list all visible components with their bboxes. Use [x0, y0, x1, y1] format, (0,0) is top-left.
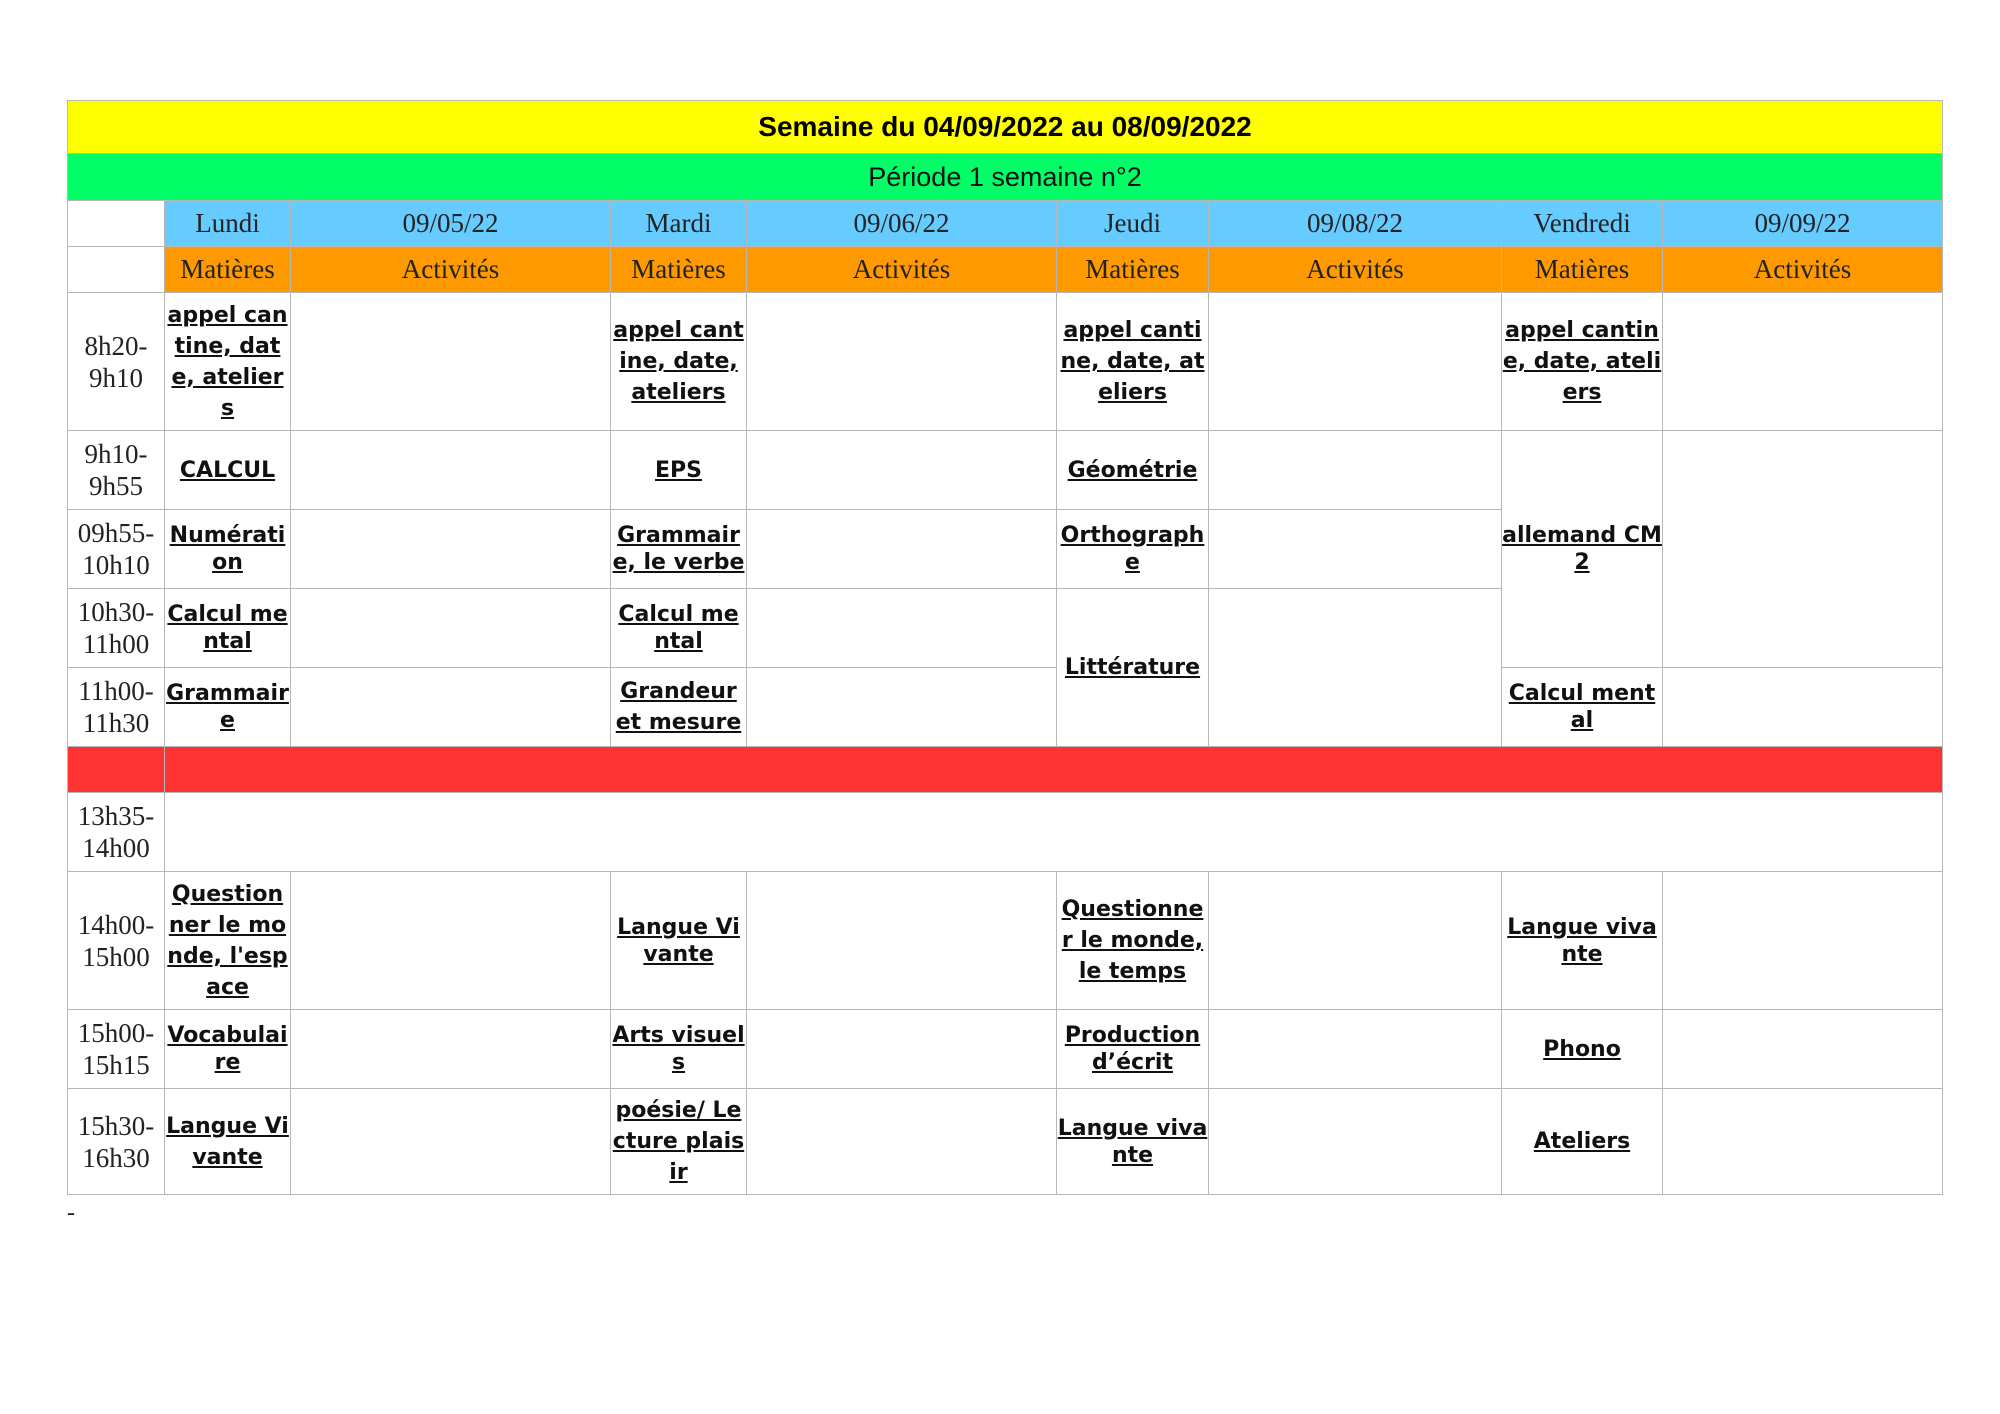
activity-cell	[1663, 872, 1943, 1010]
subject-cell: Géométrie	[1057, 431, 1209, 510]
timetable	[67, 100, 1943, 1195]
date-friday: 09/09/22	[1663, 201, 1943, 247]
subject-cell: Langue vivante	[1502, 872, 1663, 1010]
time-slot: 14h00-15h00	[68, 872, 165, 1010]
subject-cell: Questionner le monde, l'espace	[165, 872, 291, 1010]
activity-cell	[1209, 589, 1502, 747]
subject-cell: Questionner le monde, le temps	[1057, 872, 1209, 1010]
subject-cell: appel cantine, date, ateliers	[611, 293, 747, 431]
activity-cell	[747, 293, 1057, 431]
time-slot: 15h30-16h30	[68, 1089, 165, 1195]
activity-cell	[1209, 431, 1502, 510]
activity-cell	[1209, 510, 1502, 589]
activity-cell	[291, 1010, 611, 1089]
subject-cell: Grammaire	[165, 668, 291, 747]
activity-cell	[747, 510, 1057, 589]
time-slot: 8h20-9h10	[68, 293, 165, 431]
lunch-break-bar	[165, 747, 1943, 793]
activity-cell	[291, 668, 611, 747]
subjects-header-monday: Matières	[165, 247, 291, 293]
activity-cell	[747, 589, 1057, 668]
period-label: Période 1 semaine n°2	[68, 154, 1943, 201]
date-monday: 09/05/22	[291, 201, 611, 247]
date-tuesday: 09/06/22	[747, 201, 1057, 247]
subject-cell: appel cantine, date, ateliers	[1057, 293, 1209, 431]
subject-cell: Langue Vivante	[611, 872, 747, 1010]
date-thursday: 09/08/22	[1209, 201, 1502, 247]
subject-cell: Calcul mental	[611, 589, 747, 668]
corner-cell	[68, 201, 165, 247]
activities-header-friday: Activités	[1663, 247, 1943, 293]
subject-cell: Production d’écrit	[1057, 1010, 1209, 1089]
subject-cell: Orthographe	[1057, 510, 1209, 589]
subject-cell: Numération	[165, 510, 291, 589]
activity-cell	[747, 1089, 1057, 1195]
subject-cell: Arts visuels	[611, 1010, 747, 1089]
activity-cell	[747, 872, 1057, 1010]
corner-cell	[68, 247, 165, 293]
day-tuesday: Mardi	[611, 201, 747, 247]
activity-cell	[1209, 872, 1502, 1010]
day-thursday: Jeudi	[1057, 201, 1209, 247]
subject-cell: Phono	[1502, 1010, 1663, 1089]
activity-cell	[747, 668, 1057, 747]
subject-cell: EPS	[611, 431, 747, 510]
activity-cell	[291, 293, 611, 431]
time-slot: 9h10-9h55	[68, 431, 165, 510]
activity-cell	[1209, 1010, 1502, 1089]
day-monday: Lundi	[165, 201, 291, 247]
subject-cell: allemand CM2	[1502, 431, 1663, 668]
activity-cell	[291, 1089, 611, 1195]
subject-cell: Littérature	[1057, 589, 1209, 747]
subject-cell: Grammaire, le verbe	[611, 510, 747, 589]
subject-cell: CALCUL	[165, 431, 291, 510]
subject-cell: Langue Vivante	[165, 1089, 291, 1195]
activity-cell	[1663, 1010, 1943, 1089]
activity-cell	[291, 589, 611, 668]
lunch-break-time	[68, 747, 165, 793]
activities-header-thursday: Activités	[1209, 247, 1502, 293]
merged-empty-row	[165, 793, 1943, 872]
time-slot: 13h35-14h00	[68, 793, 165, 872]
time-slot: 15h00-15h15	[68, 1010, 165, 1089]
activities-header-monday: Activités	[291, 247, 611, 293]
footer-dash: -	[67, 1200, 75, 1226]
subject-cell: Langue vivante	[1057, 1089, 1209, 1195]
time-slot: 09h55-10h10	[68, 510, 165, 589]
time-slot: 10h30-11h00	[68, 589, 165, 668]
subject-cell: Vocabulaire	[165, 1010, 291, 1089]
activity-cell	[1663, 1089, 1943, 1195]
subject-cell: Calcul mental	[165, 589, 291, 668]
activity-cell	[291, 510, 611, 589]
activity-cell	[1663, 293, 1943, 431]
activity-cell	[747, 431, 1057, 510]
subject-cell: appel cantine, date, ateliers	[1502, 293, 1663, 431]
subject-cell: poésie/ Lecture plaisir	[611, 1089, 747, 1195]
subjects-header-friday: Matières	[1502, 247, 1663, 293]
activity-cell	[1209, 1089, 1502, 1195]
subject-cell: Ateliers	[1502, 1089, 1663, 1195]
activity-cell	[291, 872, 611, 1010]
subject-cell: Calcul mental	[1502, 668, 1663, 747]
subject-cell: Grandeur et mesure	[611, 668, 747, 747]
activity-cell	[747, 1010, 1057, 1089]
subjects-header-thursday: Matières	[1057, 247, 1209, 293]
subject-cell: appel cantine, date, ateliers	[165, 293, 291, 431]
week-title: Semaine du 04/09/2022 au 08/09/2022	[68, 101, 1943, 154]
time-slot: 11h00-11h30	[68, 668, 165, 747]
activity-cell	[1663, 431, 1943, 668]
subjects-header-tuesday: Matières	[611, 247, 747, 293]
day-friday: Vendredi	[1502, 201, 1663, 247]
activity-cell	[1663, 668, 1943, 747]
activities-header-tuesday: Activités	[747, 247, 1057, 293]
activity-cell	[291, 431, 611, 510]
activity-cell	[1209, 293, 1502, 431]
